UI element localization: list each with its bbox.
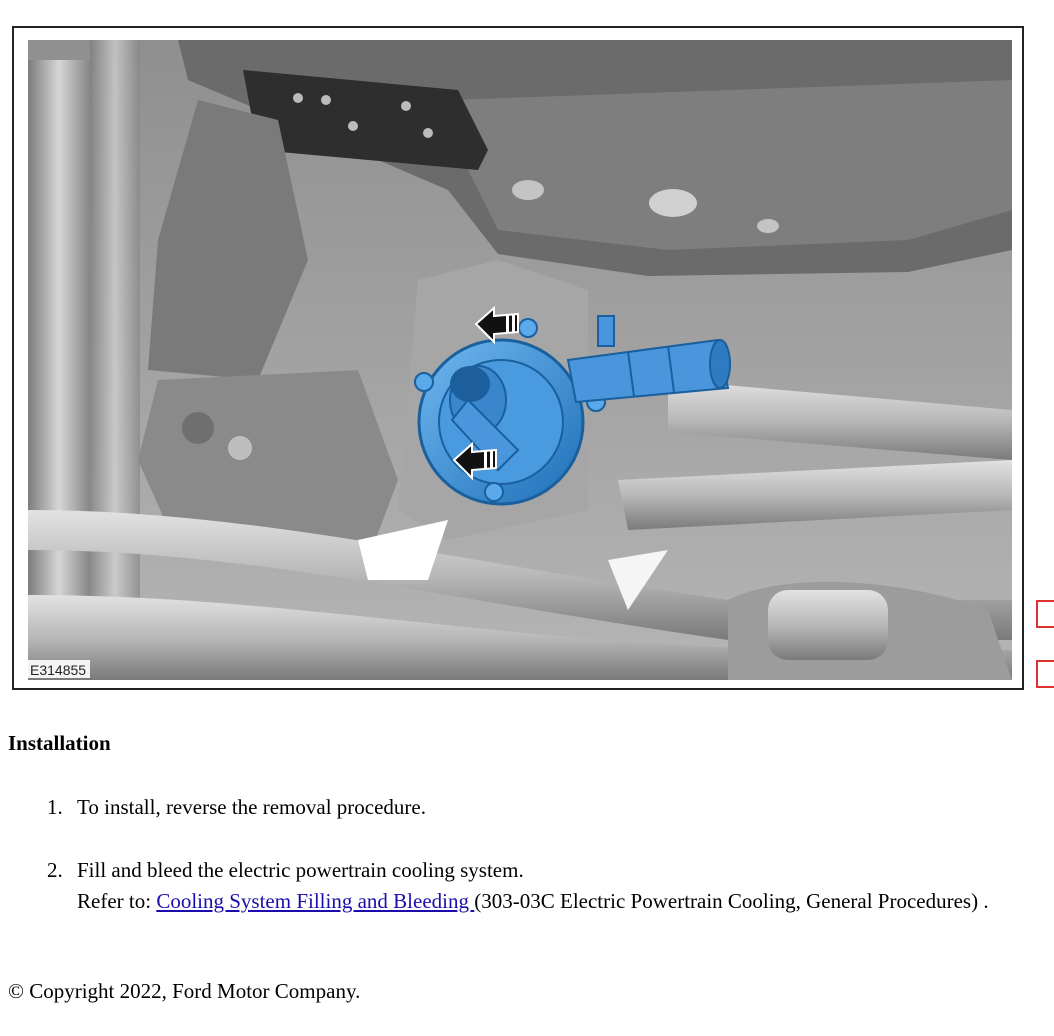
cooling-system-filling-link[interactable]: Cooling System Filling and Bleeding [156, 889, 475, 913]
edge-marker [1036, 600, 1054, 628]
figure-frame [12, 26, 1024, 690]
reference-suffix: (303-03C Electric Powertrain Cooling, General Procedures) . [474, 889, 989, 913]
step-item [0, 855, 1054, 917]
refer-prefix: Refer to: [77, 889, 157, 913]
step-item [0, 792, 1054, 823]
edge-marker [1036, 660, 1054, 688]
step-number: 2. [47, 858, 63, 882]
figure-id-label: E314855 [28, 660, 90, 678]
step-text: To install, reverse the removal procedure. [77, 795, 426, 819]
copyright-notice: © Copyright 2022, Ford Motor Company. [8, 979, 361, 1003]
section-heading: Installation [8, 731, 111, 755]
step-text: Fill and bleed the electric powertrain cooling system. [77, 858, 524, 882]
electric-coolant-pump-illustration [28, 40, 1012, 680]
installation-steps [0, 792, 1054, 917]
step-number: 1. [47, 795, 63, 819]
